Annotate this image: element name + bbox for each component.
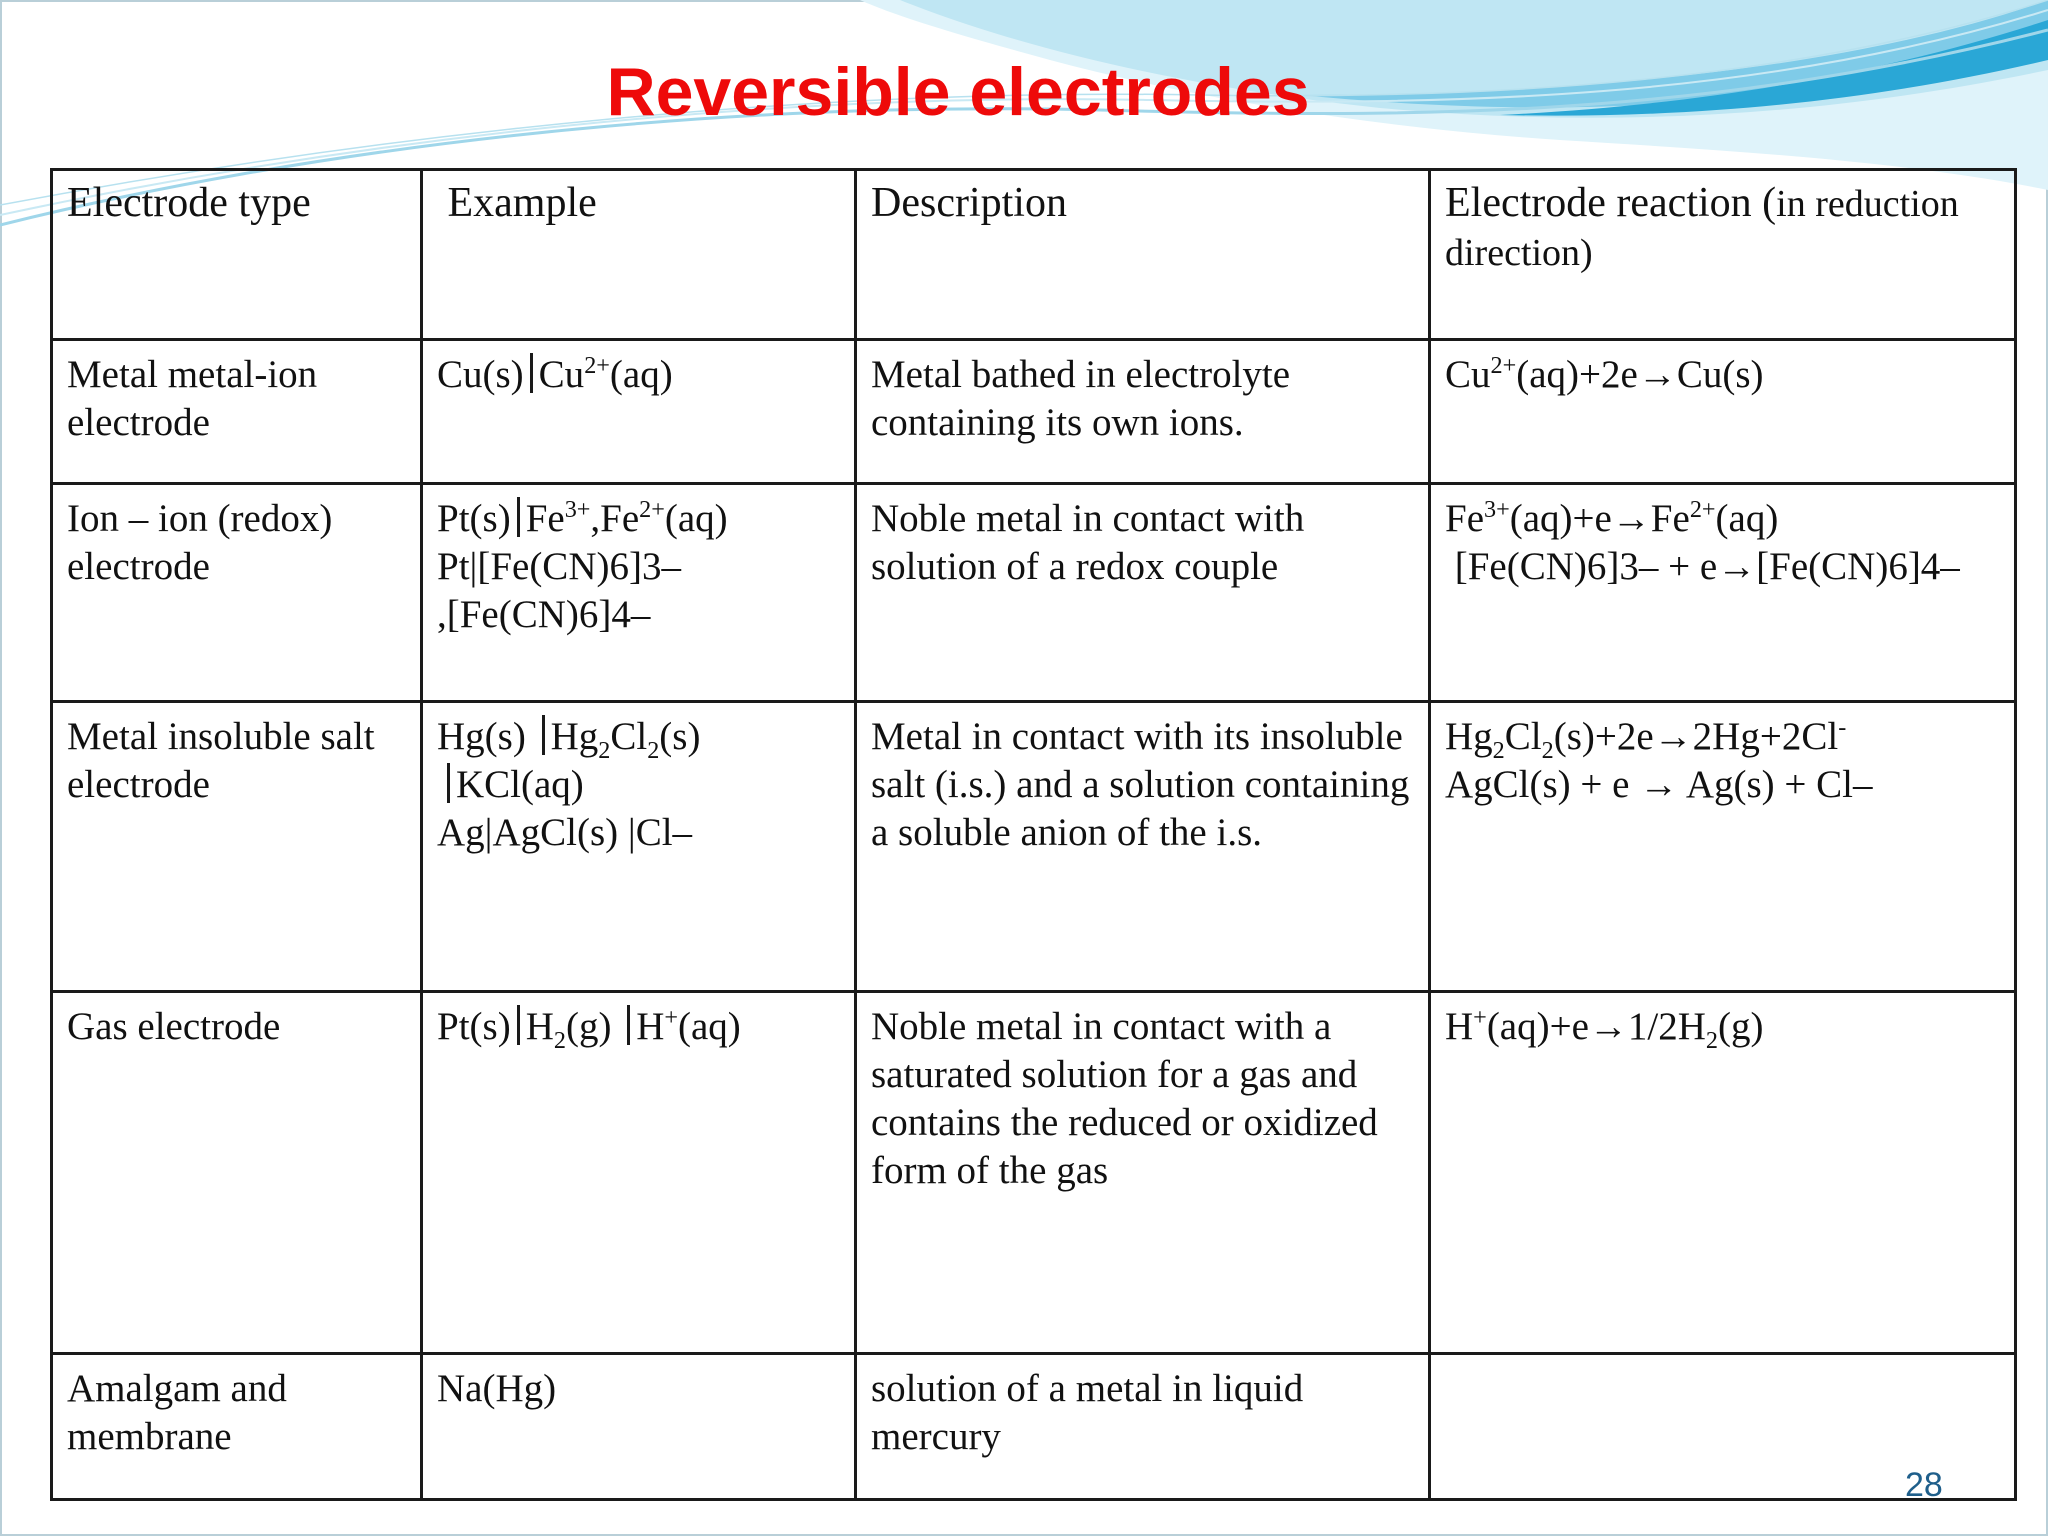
reaction-cell (1430, 484, 2016, 702)
example-line (437, 1003, 840, 1054)
charge-superscript: 3+ (564, 496, 591, 523)
charge-superscript: + (664, 1004, 678, 1031)
formula-part: Hg (550, 715, 599, 758)
electrode-type-cell (52, 702, 422, 992)
example-cell (422, 1354, 856, 1500)
header-reaction-tail: direction) (1445, 232, 1593, 274)
example-cell (422, 702, 856, 992)
electrode-type-text: Gas electrode (67, 1005, 281, 1048)
header-reaction-note: in reduction (1776, 183, 1959, 225)
formula-part: (aq)+e→1/2H (1486, 1005, 1706, 1048)
table-row (52, 1354, 2016, 1500)
page-number: 28 (1905, 1466, 1943, 1504)
reaction-line (1445, 495, 2000, 543)
description-cell (856, 702, 1430, 992)
example-line: Na(Hg) (437, 1367, 557, 1410)
reaction-cell (1430, 702, 2016, 992)
header-electrode-reaction (1430, 170, 2016, 340)
reaction-line (1445, 713, 2000, 764)
charge-superscript: 3+ (1484, 496, 1510, 523)
formula-part: KCl(aq) (456, 763, 584, 806)
electrode-type-cell (52, 1354, 422, 1500)
header-reaction-main: Electrode reaction ( (1445, 180, 1777, 226)
reaction-line: AgCl(s) + e → Ag(s) + Cl– (1445, 763, 1873, 806)
description-cell (856, 992, 1430, 1354)
electrodes-table (50, 168, 2017, 1501)
example-cell (422, 340, 856, 484)
electrode-type-cell (52, 992, 422, 1354)
formula-part: Hg(s) (437, 715, 526, 758)
electrode-type-cell (52, 340, 422, 484)
formula-part: Hg (1445, 715, 1493, 758)
description-cell (856, 484, 1430, 702)
electrode-type-text: Ion – ion (redox) electrode (67, 497, 333, 588)
formula-part: (aq) (609, 353, 673, 396)
header-example (422, 170, 856, 340)
charge-superscript: 2+ (1689, 496, 1716, 523)
electrode-type-text: Metal metal-ion electrode (67, 353, 318, 444)
formula-part: H (525, 1005, 554, 1048)
reaction-line (1445, 351, 2000, 399)
electrode-type-text: Metal insoluble salt electrode (67, 715, 375, 806)
charge-superscript: 2+ (1490, 352, 1517, 379)
header-description: Description (856, 170, 1430, 340)
phase-boundary-bar (517, 497, 520, 537)
table-row (52, 340, 2016, 484)
table-row (52, 484, 2016, 702)
example-cell (422, 484, 856, 702)
formula-part: (aq) (678, 1005, 741, 1048)
charge-superscript: 2+ (584, 352, 610, 379)
description-cell (856, 1354, 1430, 1500)
formula-part: Fe (1445, 497, 1484, 540)
electrode-type-text: Amalgam and membrane (67, 1367, 287, 1458)
example-line: ,[Fe(CN)6]4– (437, 593, 651, 636)
phase-boundary-bar (447, 763, 450, 803)
table-header-row (52, 170, 2016, 340)
example-line: Pt|[Fe(CN)6]3– (437, 545, 681, 588)
description-text: solution of a metal in liquid mercury (871, 1367, 1304, 1458)
example-line: Ag|AgCl(s) |Cl– (437, 811, 693, 854)
formula-subscript: 2 (1541, 736, 1554, 764)
table-row (52, 702, 2016, 992)
formula-subscript: 2 (1705, 1026, 1718, 1054)
formula-part: Cu (1445, 353, 1491, 396)
phase-boundary-bar (627, 1005, 630, 1045)
example-line (437, 351, 840, 399)
formula-part: (s)+2e→2Hg+2Cl (1553, 715, 1839, 758)
formula-part: (aq) (1715, 497, 1779, 540)
reaction-cell (1430, 340, 2016, 484)
description-text: Noble metal in contact with solution of a redox couple (871, 497, 1305, 588)
phase-boundary-bar (530, 353, 533, 393)
formula-subscript: 2 (598, 736, 611, 764)
example-line (437, 761, 840, 809)
electrode-type-cell (52, 484, 422, 702)
phase-boundary-bar (517, 1005, 520, 1045)
formula-part: H (636, 1005, 665, 1048)
table-row (52, 992, 2016, 1354)
header-electrode-type: Electrode type (52, 170, 422, 340)
formula-subscript: 2 (553, 1026, 566, 1054)
formula-part: (aq) (664, 497, 728, 540)
header-example-label: Example (447, 180, 597, 226)
formula-part: Pt(s) (437, 1005, 511, 1048)
description-cell (856, 340, 1430, 484)
formula-part: Pt(s) (437, 497, 511, 540)
formula-part: Cu(s) (437, 353, 524, 396)
example-line (437, 495, 840, 543)
formula-part: Cu (538, 353, 585, 396)
formula-part: ,Fe (590, 497, 640, 540)
description-text: Noble metal in contact with a saturated solution for a gas and contains the reduced or oxidized form of the gas (871, 1005, 1378, 1192)
description-text: Metal in contact with its insoluble salt (i.s.) and a solution containing a soluble anion of the i.s. (871, 715, 1410, 854)
example-line (437, 713, 840, 764)
reaction-line (1445, 1003, 2000, 1054)
formula-part: H (1445, 1005, 1474, 1048)
phase-boundary-bar (542, 715, 545, 755)
formula-subscript: 2 (647, 736, 660, 764)
charge-superscript: + (1473, 1004, 1487, 1031)
formula-part: (g) (1718, 1005, 1764, 1048)
charge-superscript: 2+ (639, 496, 665, 523)
example-cell (422, 992, 856, 1354)
reaction-cell (1430, 992, 2016, 1354)
description-text: Metal bathed in electrolyte containing its own ions. (871, 353, 1291, 444)
formula-part: Cl (610, 715, 648, 758)
formula-part: (g) (565, 1005, 612, 1048)
charge-superscript: - (1838, 714, 1847, 741)
formula-part: (s) (659, 715, 701, 758)
formula-part: (aq)+2e→Cu(s) (1516, 353, 1764, 396)
slide-title: Reversible electrodes (606, 54, 1310, 130)
reaction-line: [Fe(CN)6]3– + e→[Fe(CN)6]4– (1445, 545, 1960, 588)
formula-part: Cl (1504, 715, 1542, 758)
formula-part: Fe (525, 497, 565, 540)
formula-part: (aq)+e→Fe (1509, 497, 1690, 540)
formula-subscript: 2 (1492, 736, 1505, 764)
